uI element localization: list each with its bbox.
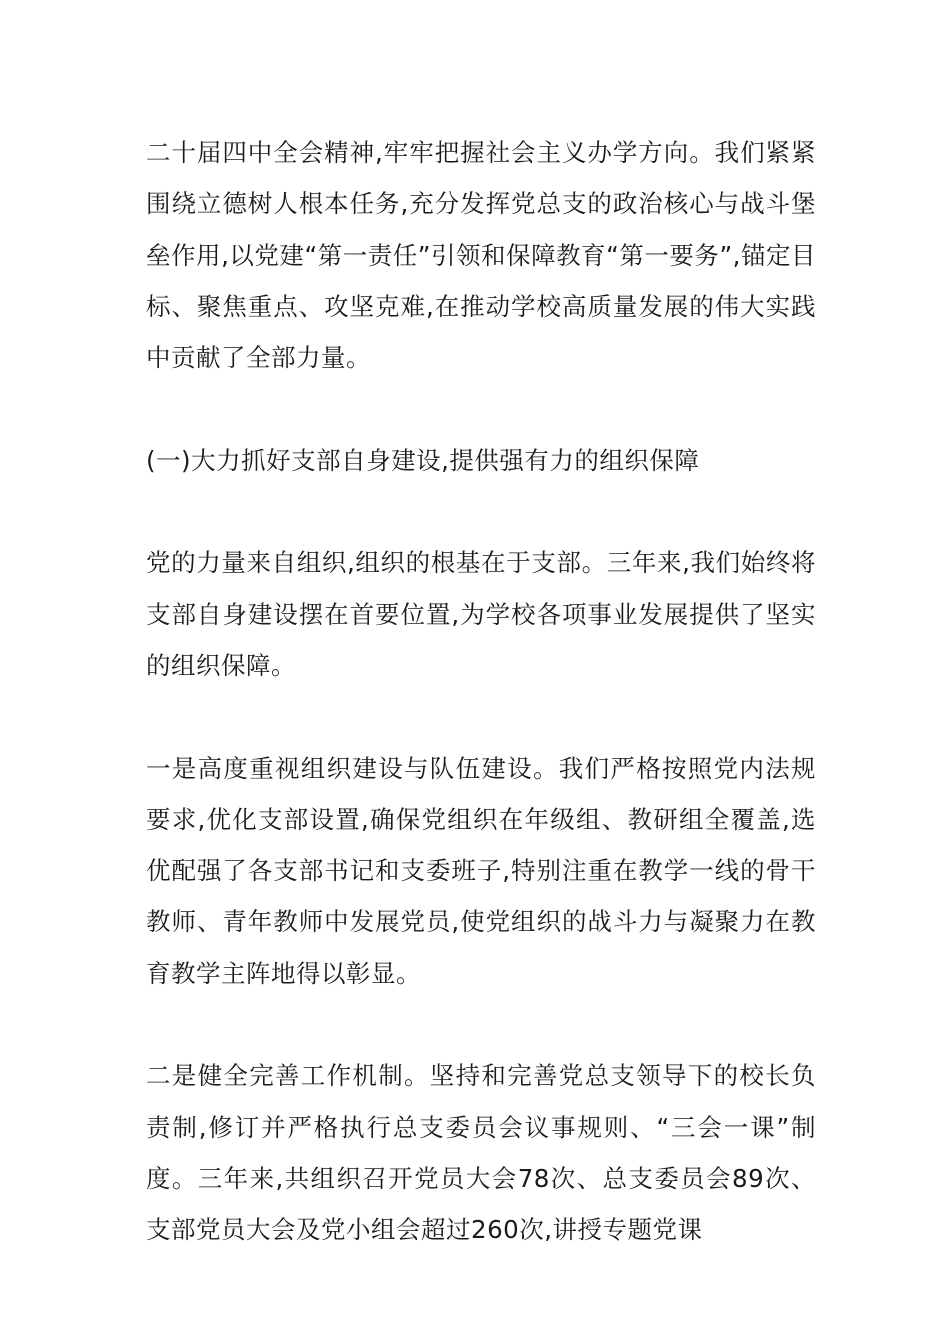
- section-heading: (一)大力抓好支部自身建设,提供强有力的组织保障: [146, 445, 700, 475]
- paragraph-point-one: 一是高度重视组织建设与队伍建设。我们严格按照党内法规要求,优化支部设置,确保党组织在年级组、教研组全覆盖,选优配强了各支部书记和支委班子,特别注重在教学一线的骨干教师、青年教师中发展党员,使党组织的战斗力与凝聚力在教育教学主阵地得以彰显。: [146, 753, 816, 988]
- paragraph-spacer: [146, 691, 816, 742]
- paragraph-spacer: [146, 999, 816, 1050]
- paragraph-spacer: [146, 486, 816, 537]
- paragraph-intro: 二十届四中全会精神,牢牢把握社会主义办学方向。我们紧紧围绕立德树人根本任务,充分发挥党总支的政治核心与战斗堡垒作用,以党建“第一责任”引领和保障教育“第一要务”,锚定目标、聚焦重点、攻坚克难,在推动学校高质量发展的伟大实践中贡献了全部力量。: [146, 138, 816, 373]
- paragraph-organization: 党的力量来自组织,组织的根基在于支部。三年来,我们始终将支部自身建设摆在首要位置,为学校各项事业发展提供了坚实的组织保障。: [146, 548, 816, 680]
- paragraph-spacer: [146, 383, 816, 434]
- paragraph-point-two: 二是健全完善工作机制。坚持和完善党总支领导下的校长负责制,修订并严格执行总支委员会议事规则、“三会一课”制度。三年来,共组织召开党员大会78次、总支委员会89次、支部党员大会及党小组会超过260次,讲授专题党课: [146, 1061, 816, 1245]
- document-body: [146, 127, 816, 1256]
